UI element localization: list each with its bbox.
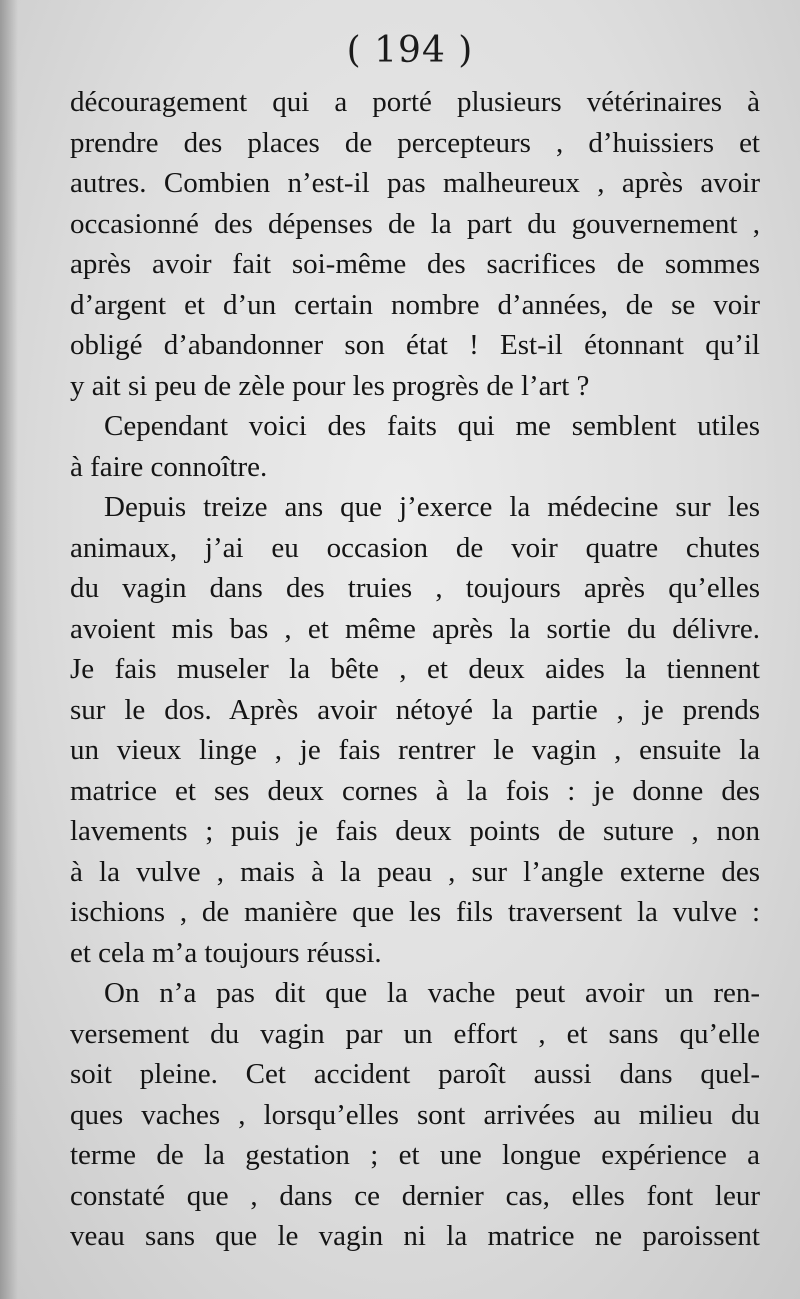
text-line: après avoir fait soi-même des sacrifices de sommes: [70, 248, 760, 280]
text-line: du vagin dans des truies , toujours après qu’elles: [70, 572, 760, 604]
text-line: obligé d’abandonner son état ! Est-il étonnant qu’il: [70, 329, 760, 361]
text-line: sur le dos. Après avoir nétoyé la partie , je prends: [70, 693, 760, 726]
text-line: à la vulve , mais à la peau , sur l’angle externe des: [70, 855, 760, 888]
text-line: Je fais museler la bête , et deux aides la tiennent: [70, 653, 760, 685]
body-text: [70, 82, 760, 1257]
text-line: constaté que , dans ce dernier cas, elles font leur: [70, 1179, 760, 1212]
text-line: Cependant voici des faits qui me semblent utiles: [104, 410, 760, 442]
text-line: ischions , de manière que les fils traversent la vulve :: [70, 896, 760, 928]
text-line: On n’a pas dit que la vache peut avoir un ren-: [104, 977, 760, 1009]
text-line: soit pleine. Cet accident paroît aussi dans quel-: [70, 1058, 760, 1090]
page-edge-shadow: [0, 0, 18, 1299]
text-line: terme de la gestation ; et une longue expérience a: [70, 1139, 760, 1171]
text-line: à faire connoître.: [70, 450, 268, 483]
text-line: avoient mis bas , et même après la sortie du délivre.: [70, 612, 760, 645]
text-line: matrice et ses deux cornes à la fois : je donne des: [70, 774, 760, 807]
page-number: ( 194 ): [346, 30, 474, 71]
text-line: découragement qui a porté plusieurs vétérinaires à: [70, 86, 760, 118]
text-line: y ait si peu de zèle pour les progrès de l’art ?: [70, 369, 590, 402]
text-line: et cela m’a toujours réussi.: [70, 936, 382, 969]
text-line: d’argent et d’un certain nombre d’années, de se voir: [70, 288, 760, 321]
text-line: Depuis treize ans que j’exerce la médecine sur les: [104, 491, 760, 523]
text-line: lavements ; puis je fais deux points de suture , non: [70, 815, 760, 847]
text-line: veau sans que le vagin ni la matrice ne paroissent: [70, 1220, 760, 1252]
text-line: occasionné des dépenses de la part du gouvernement ,: [70, 207, 760, 240]
text-line: ques vaches , lorsqu’elles sont arrivées au milieu du: [70, 1098, 760, 1131]
text-line: animaux, j’ai eu occasion de voir quatre chutes: [70, 531, 760, 564]
text-line: autres. Combien n’est-il pas malheureux , après avoir: [70, 167, 760, 199]
text-line: un vieux linge , je fais rentrer le vagin , ensuite la: [70, 734, 760, 766]
text-line: versement du vagin par un effort , et sans qu’elle: [70, 1017, 760, 1050]
text-line: prendre des places de percepteurs , d’huissiers et: [70, 126, 760, 159]
